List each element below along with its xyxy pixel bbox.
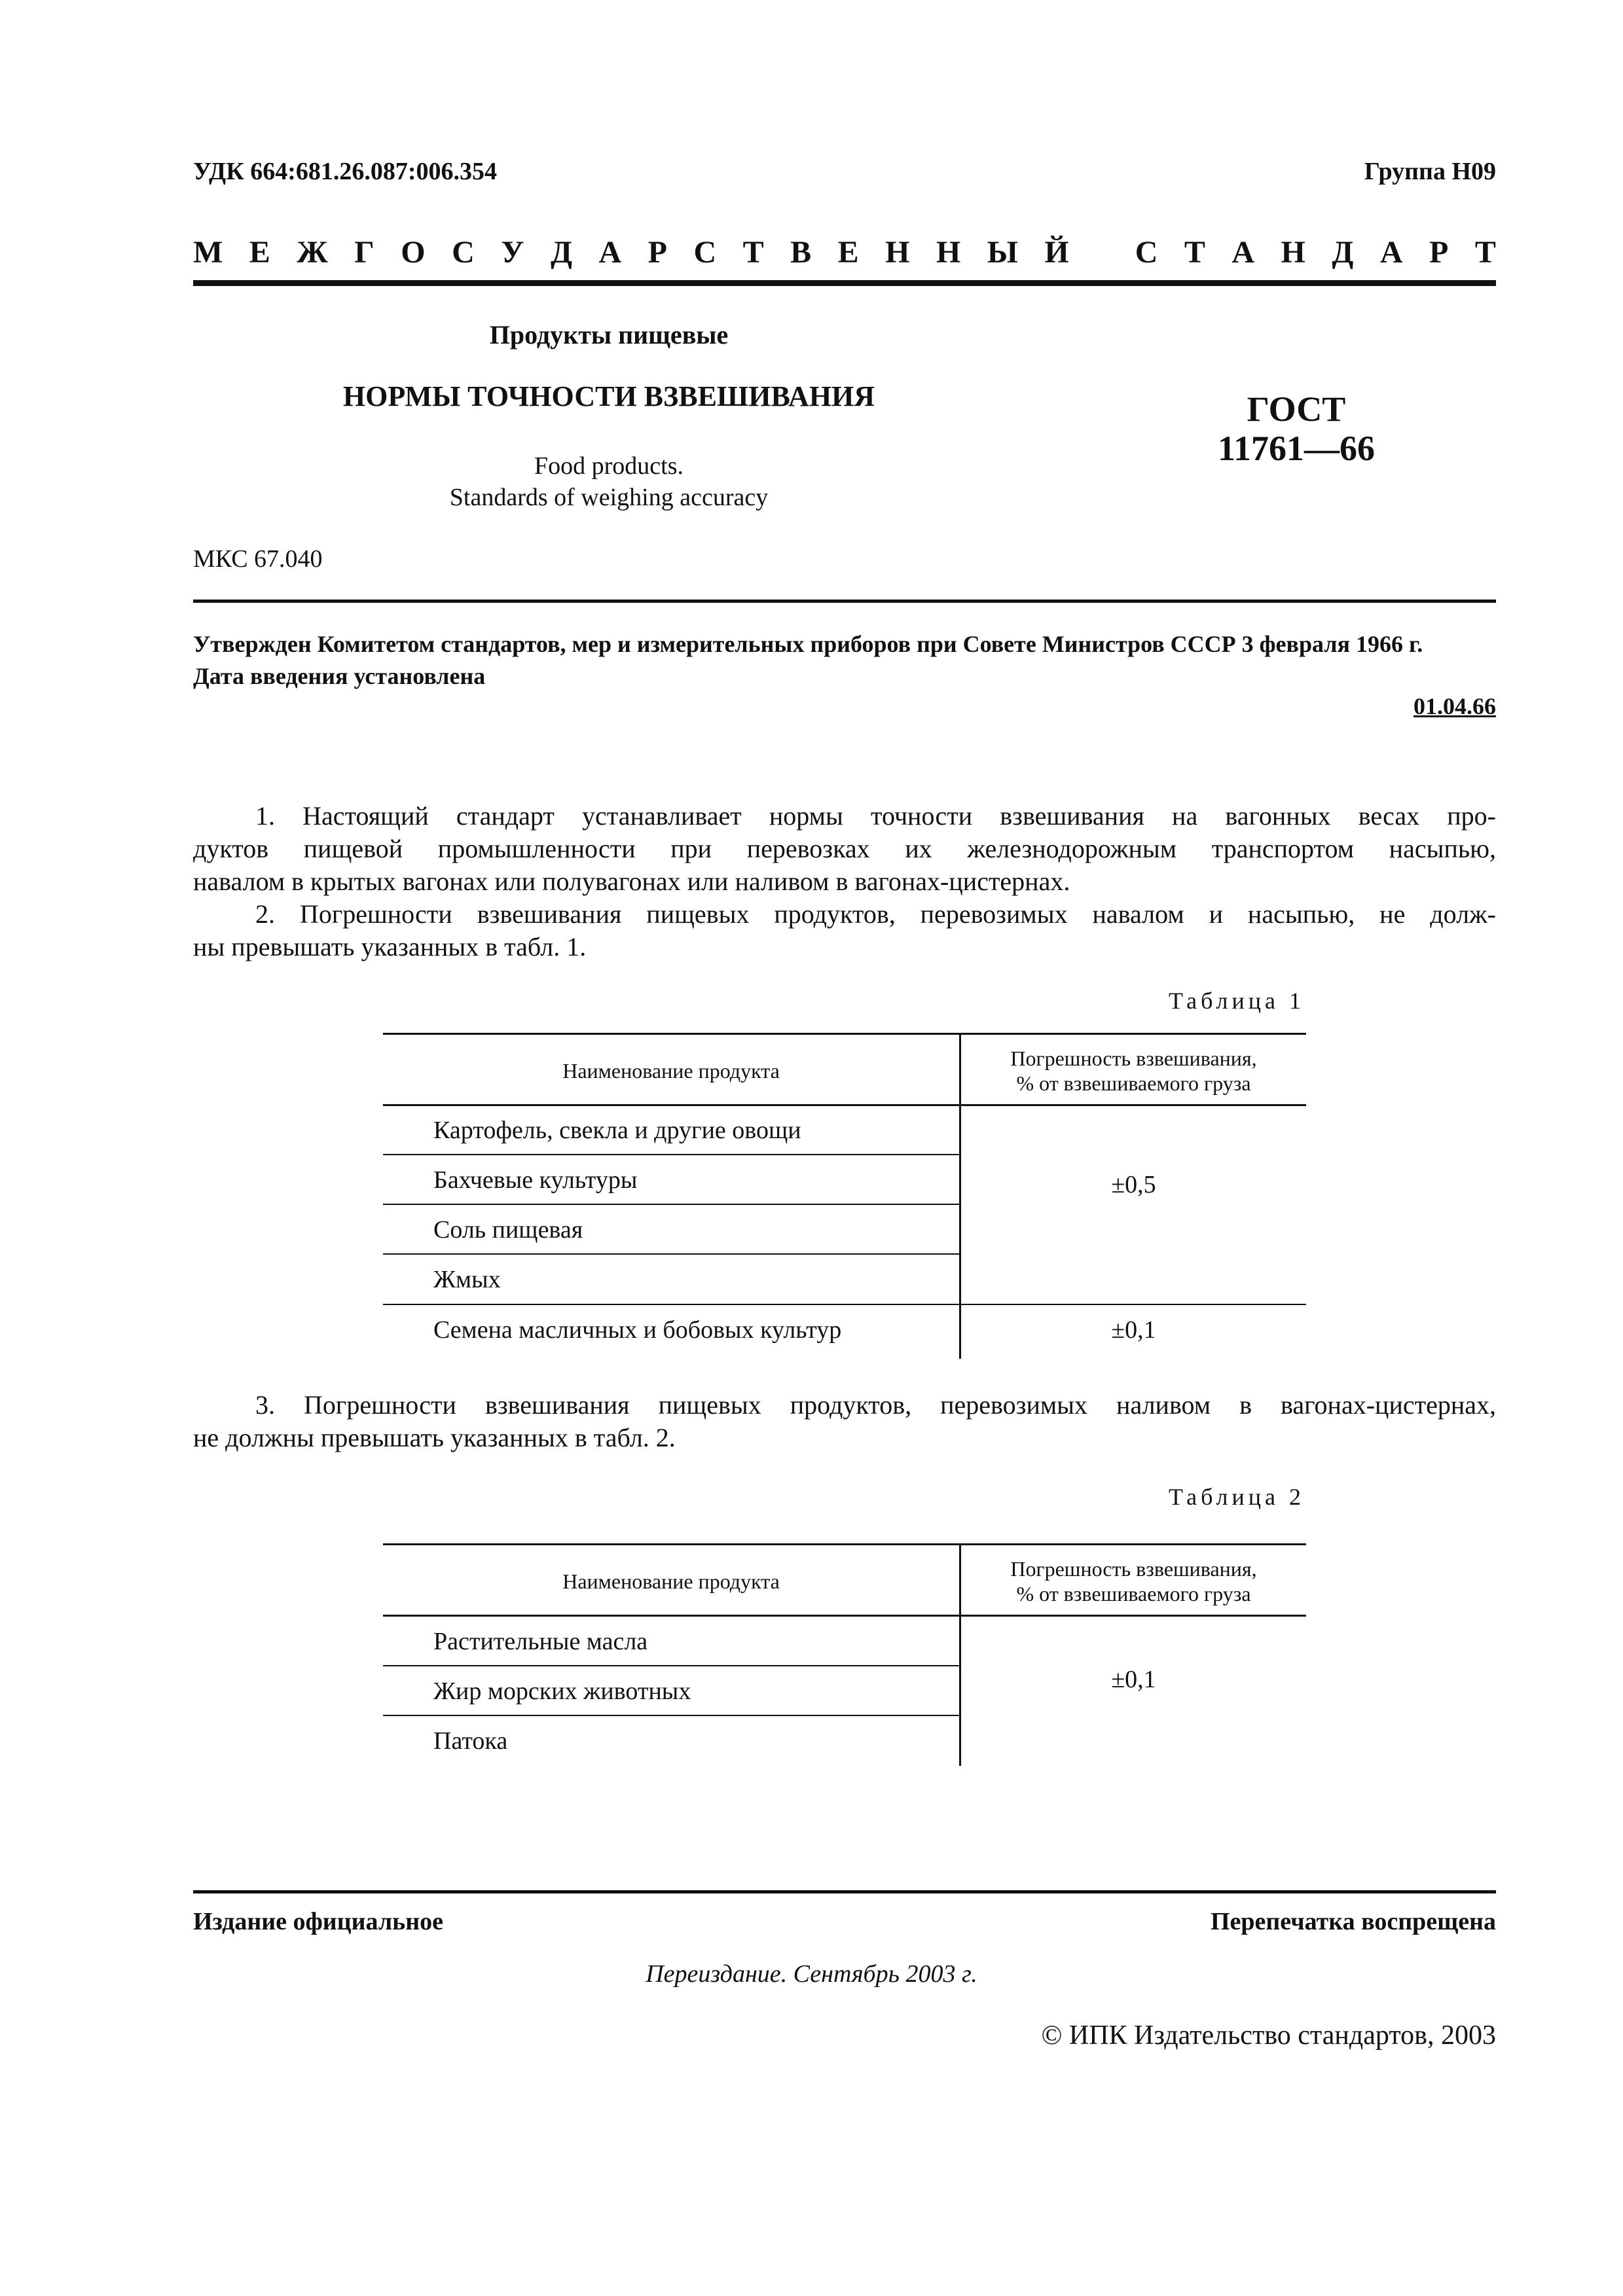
table1-row-product: Бахчевые культуры [433, 1166, 638, 1194]
table1-caption: Таблица 1 [1169, 988, 1305, 1014]
paragraph-1-line-2: дуктов пищевой промышленности при перевозках их железнодорожным транспортом насыпью, [193, 834, 1496, 863]
date-label: Дата введения установлена [193, 663, 486, 689]
table2-row-product: Патока [433, 1727, 508, 1755]
table2-error-value: ±0,1 [1111, 1666, 1156, 1693]
banner-letter: Г [354, 235, 374, 270]
table1-error-value-b: ±0,1 [1111, 1316, 1156, 1344]
banner-letter: У [501, 235, 524, 270]
table2-caption: Таблица 2 [1169, 1484, 1305, 1510]
banner-letter: М [193, 235, 223, 270]
banner-letter [1095, 234, 1108, 270]
banner-letter: А [1379, 235, 1403, 270]
banner-letter: О [401, 235, 426, 270]
table2-header-error-line2: % от взвешиваемого груза [1016, 1582, 1251, 1605]
mks-code: МКС 67.040 [193, 545, 323, 573]
reprint-prohibited: Перепечатка воспрещена [1210, 1908, 1496, 1935]
banner-letter: А [598, 235, 622, 270]
paragraph-3-line-2: не должны превышать указанных в табл. 2. [193, 1423, 676, 1452]
banner-letter: Т [1184, 235, 1205, 270]
banner-letter: Н [936, 235, 961, 270]
banner-letter: Е [837, 235, 859, 270]
banner-letter: Й [1044, 235, 1069, 270]
banner-letter: Т [742, 235, 764, 270]
gost-label: ГОСТ [1247, 389, 1346, 429]
banner-letter: Р [1429, 235, 1449, 270]
english-title-line1: Food products. [534, 452, 684, 480]
table2-header-product: Наименование продукта [562, 1570, 780, 1593]
banner-letter: А [1231, 235, 1255, 270]
paragraph-3-line-1: 3. Погрешности взвешивания пищевых продуктов, перевозимых наливом в вагонах-цистернах, [255, 1390, 1496, 1420]
copyright: © ИПК Издательство стандартов, 2003 [1041, 2020, 1496, 2051]
date-value: 01.04.66 [1413, 693, 1496, 719]
banner-letter: Р [647, 235, 667, 270]
table1-error-value-a: ±0,5 [1111, 1171, 1156, 1198]
interstate-standard-banner [193, 234, 1496, 270]
banner-letter: Ж [297, 235, 328, 270]
paragraph-1-line-1: 1. Настоящий стандарт устанавливает нормы точности взвешивания на вагонных весах про- [255, 801, 1496, 831]
banner-letter: Т [1474, 235, 1496, 270]
table1-row-product: Жмых [433, 1266, 501, 1293]
paragraph-2-line-1: 2. Погрешности взвешивания пищевых продуктов, перевозимых навалом и насыпью, не долж- [255, 899, 1496, 929]
table1-row-product: Семена масличных и бобовых культур [433, 1316, 842, 1344]
table1-row-product: Соль пищевая [433, 1216, 583, 1244]
table2-row-product: Растительные масла [433, 1628, 648, 1655]
banner-letter: С [452, 235, 475, 270]
approval-text: Утвержден Комитетом стандартов, мер и измерительных приборов при Совете Министров СССР 3 февраля 1966 г. [193, 631, 1423, 657]
banner-letter: Е [249, 235, 270, 270]
banner-letter: Ы [987, 235, 1018, 270]
banner-letter: Н [885, 235, 910, 270]
english-title-line2: Standards of weighing accuracy [449, 484, 769, 511]
table2-row-product: Жир морских животных [433, 1677, 691, 1705]
banner-letter: В [790, 235, 812, 270]
table1-header-error-line1: Погрешность взвешивания, [1010, 1047, 1257, 1070]
gost-number: 11761—66 [1217, 429, 1376, 468]
table1-header-error-line2: % от взвешиваемого груза [1016, 1071, 1251, 1095]
subtitle: Продукты пищевые [489, 320, 729, 350]
table2-header-error-line1: Погрешность взвешивания, [1010, 1557, 1257, 1581]
banner-letter: С [693, 235, 717, 270]
banner-letter: С [1135, 235, 1158, 270]
banner-letter: Н [1281, 235, 1305, 270]
udk-code: УДК 664:681.26.087:006.354 [193, 158, 498, 185]
table1-header-product: Наименование продукта [562, 1059, 780, 1083]
banner-letter: Д [550, 235, 573, 270]
banner-rule [193, 280, 1496, 286]
official-edition: Издание официальное [193, 1908, 444, 1935]
banner-letter: Д [1332, 235, 1354, 270]
footer-rule [193, 1890, 1496, 1893]
paragraph-2-line-2: ны превышать указанных в табл. 1. [193, 932, 587, 961]
reissue-note: Переиздание. Сентябрь 2003 г. [646, 1960, 977, 1988]
title-rule [193, 600, 1496, 603]
paragraph-1-line-3: навалом в крытых вагонах или полувагонах или наливом в вагонах-цистернах. [193, 867, 1070, 896]
document-title: НОРМЫ ТОЧНОСТИ ВЗВЕШИВАНИЯ [342, 380, 875, 412]
group-code: Группа Н09 [1364, 158, 1496, 185]
table1-row-product: Картофель, свекла и другие овощи [433, 1117, 801, 1144]
